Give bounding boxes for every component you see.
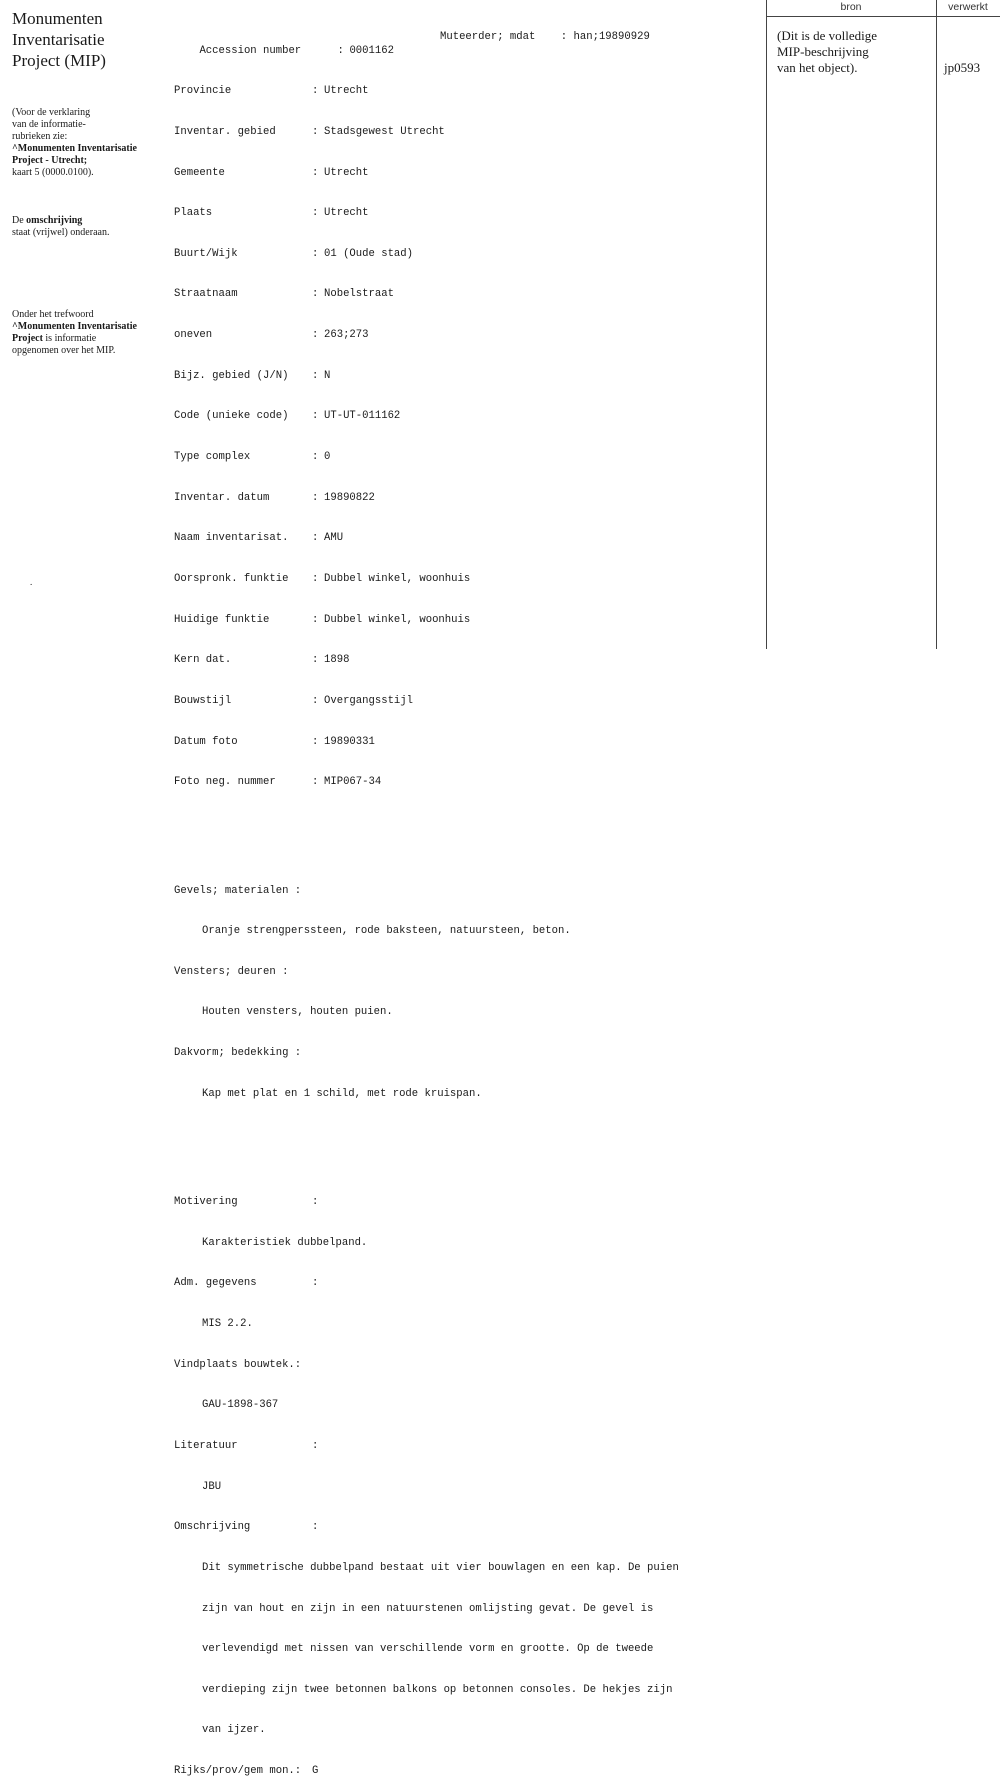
section-value: MIS 2.2. [202, 1318, 253, 1331]
description-line: zijn van hout en zijn in een natuurstenen omlijsting gevat. De gevel is [202, 1602, 654, 1615]
field-row: Plaats : Utrecht [174, 207, 369, 220]
field-value: AMU [324, 532, 344, 545]
field-key: Datum foto [174, 735, 238, 748]
section-label: Omschrijving [174, 1521, 251, 1534]
collection-title [12, 8, 162, 71]
section-label: Adm. gegevens [174, 1277, 257, 1290]
field-row: Datum foto : 19890331 [174, 735, 375, 748]
section-label-row: Literatuur : [174, 1439, 319, 1452]
field-row: Kern dat. : 1898 [174, 654, 350, 667]
description-location-note [12, 215, 162, 239]
section-value: JBU [202, 1480, 222, 1493]
note-bold-text: omschrijving [26, 215, 83, 226]
muteerder-field: Muteerder; mdat : han;19890929 [440, 31, 650, 44]
section-value: Kap met plat en 1 schild, met rode kruispan. [202, 1087, 482, 1100]
field-value: 263;273 [324, 329, 369, 342]
field-row: Straatnaam : Nobelstraat [174, 288, 394, 301]
field-value: Nobelstraat [324, 288, 394, 301]
section-value: Houten vensters, houten puien. [202, 1006, 393, 1019]
field-key: Accession number [199, 44, 302, 57]
column-divider [766, 0, 767, 649]
note-line: Onder het trefwoord [12, 309, 94, 320]
note-line [12, 333, 162, 345]
note-bold-text: Project [12, 333, 43, 344]
section-label: Literatuur [174, 1439, 238, 1452]
field-row: oneven : 263;273 [174, 329, 369, 342]
note-line [12, 215, 162, 227]
field-row: Code (unieke code) : UT-UT-011162 [174, 410, 401, 423]
field-value: Utrecht [324, 207, 369, 220]
left-column [12, 8, 162, 356]
header-rule [766, 16, 1000, 17]
note-line: van de informatie- [12, 119, 86, 130]
section-value: GAU-1898-367 [202, 1399, 279, 1412]
note-line-bold [12, 321, 162, 333]
field-key: Rijks/prov/gem mon.: [174, 1765, 302, 1778]
stray-mark: . [30, 577, 33, 587]
field-value: Dubbel winkel, woonhuis [324, 572, 471, 585]
field-row: Bouwstijl : Overgangsstijl [174, 694, 414, 707]
field-row: Oorspronk. funktie : Dubbel winkel, woonhuis [174, 572, 471, 585]
field-key: oneven [174, 329, 213, 342]
bron-line: van het object). [777, 60, 858, 75]
bron-note [777, 28, 927, 76]
field-value: 01 (Oude stad) [324, 247, 414, 260]
record-header-line: Accession number : 0001162 Muteerder; mdat : han;19890929 [199, 31, 650, 57]
field-key: Buurt/Wijk [174, 247, 238, 260]
section-label-row: Adm. gegevens : [174, 1277, 319, 1290]
field-value: Overgangsstijl [324, 694, 414, 707]
collection-title-line: Inventarisatie [12, 30, 105, 49]
section-label-row: Motivering : [174, 1196, 319, 1209]
description-line: verlevendigd met nissen van verschillende vorm en grootte. Op de tweede [202, 1643, 654, 1656]
note-line: rubrieken zie: [12, 131, 68, 142]
field-value: 19890822 [324, 491, 375, 504]
note-line: opgenomen over het MIP. [12, 345, 116, 356]
note-line: (Voor de verklaring [12, 107, 91, 118]
description-line: van ijzer. [202, 1724, 266, 1737]
field-key: Bijz. gebied (J/N) [174, 369, 289, 382]
field-row: Type complex : 0 [174, 451, 331, 464]
field-value: 0 [324, 451, 331, 464]
section-value: Oranje strengperssteen, rode baksteen, natuursteen, beton. [202, 925, 571, 938]
collection-title-line: Project (MIP) [12, 51, 106, 70]
description-line: verdieping zijn twee betonnen balkons op betonnen consoles. De hekjes zijn [202, 1683, 673, 1696]
field-explanation-note [12, 107, 162, 179]
field-row: Inventar. gebied : Stadsgewest Utrecht [174, 125, 445, 138]
collection-title-line: Monumenten [12, 9, 103, 28]
field-value: 1898 [324, 654, 350, 667]
field-row: Bijz. gebied (J/N) : N [174, 369, 331, 382]
section-label-row: Omschrijving : [174, 1521, 319, 1534]
field-row: Buurt/Wijk : 01 (Oude stad) [174, 247, 414, 260]
bron-column-header: bron [840, 1, 862, 13]
note-line: staat (vrijwel) onderaan. [12, 227, 110, 238]
verwerkt-code: jp0593 [944, 60, 981, 75]
field-key: Naam inventarisat. [174, 532, 289, 545]
field-value: Dubbel winkel, woonhuis [324, 613, 471, 626]
note-text: De [12, 215, 27, 226]
field-key: Kern dat. [174, 654, 232, 667]
field-value: Stadsgewest Utrecht [324, 125, 445, 138]
bron-line: MIP-beschrijving [777, 44, 869, 59]
field-key: Huidige funktie [174, 613, 270, 626]
field-row [174, 1765, 764, 1779]
field-value: han;19890929 [573, 31, 650, 44]
field-value: 19890331 [324, 735, 375, 748]
bron-line: (Dit is de volledige [777, 28, 878, 43]
field-row: Inventar. datum : 19890822 [174, 491, 375, 504]
field-key: Inventar. datum [174, 491, 270, 504]
section-label: Gevels; materialen : [174, 884, 302, 897]
field-value: N [324, 369, 331, 382]
section-label: Dakvorm; bedekking : [174, 1047, 302, 1060]
field-value: Utrecht [324, 166, 369, 179]
field-value: MIP067-34 [324, 776, 382, 789]
field-value: UT-UT-011162 [324, 410, 401, 423]
field-value: Utrecht [324, 85, 369, 98]
field-key: Code (unieke code) [174, 410, 289, 423]
note-bold-text: ^Monumenten Inventarisatie [12, 143, 137, 154]
note-line-bold [12, 155, 162, 167]
column-divider [936, 0, 937, 649]
section-value: Karakteristiek dubbelpand. [202, 1236, 368, 1249]
field-key: Inventar. gebied [174, 125, 276, 138]
note-line: kaart 5 (0000.0100). [12, 167, 94, 178]
field-row: Foto neg. nummer : MIP067-34 [174, 776, 382, 789]
record-body [174, 4, 764, 1792]
description-line: Dit symmetrische dubbelpand bestaat uit vier bouwlagen en een kap. De puien [202, 1561, 679, 1574]
note-text: is informatie [42, 333, 97, 344]
field-row: Gemeente : Utrecht [174, 166, 369, 179]
field-row: Naam inventarisat. : AMU [174, 532, 344, 545]
field-key: Foto neg. nummer [174, 776, 276, 789]
field-key: Straatnaam [174, 288, 238, 301]
note-bold-text: ^Monumenten Inventarisatie [12, 321, 137, 332]
field-value: G [312, 1765, 319, 1778]
field-row: Provincie : Utrecht [174, 85, 369, 98]
field-key: Provincie [174, 85, 232, 98]
keyword-note [12, 309, 162, 357]
field-key: Type complex [174, 451, 251, 464]
note-line-bold [12, 143, 162, 155]
field-key: Bouwstijl [174, 694, 232, 707]
note-bold-text: Project - Utrecht; [12, 155, 88, 166]
section-label: Vindplaats bouwtek.: [174, 1358, 302, 1371]
verwerkt-column-header: verwerkt [948, 1, 988, 13]
section-label: Motivering [174, 1196, 238, 1209]
field-value: 0001162 [349, 44, 394, 57]
section-label: Vensters; deuren : [174, 965, 289, 978]
field-key: Gemeente [174, 166, 225, 179]
field-row: Huidige funktie : Dubbel winkel, woonhuis [174, 613, 471, 626]
field-key: Plaats [174, 207, 213, 220]
field-key: Oorspronk. funktie [174, 572, 289, 585]
field-key: Muteerder; mdat [440, 31, 536, 44]
